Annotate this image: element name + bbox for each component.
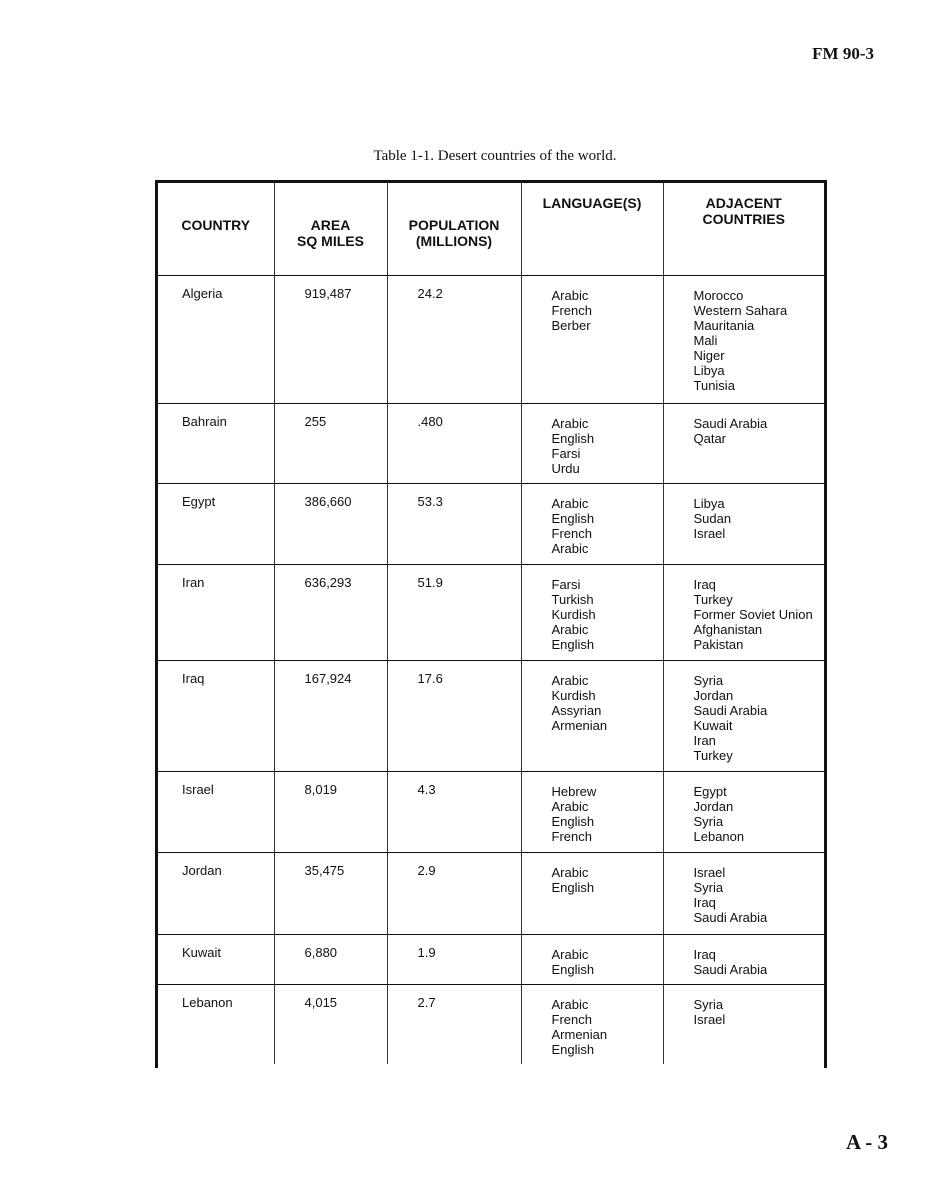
adjacent-country-item: Libya [693, 495, 725, 511]
cell-languages [521, 275, 663, 403]
column-header-text: (MILLIONS) [415, 233, 493, 249]
cell-country: Lebanon [182, 994, 233, 1010]
column-header-text: POPULATION [408, 217, 500, 233]
adjacent-country-item: Egypt [693, 783, 727, 799]
table-row [158, 984, 824, 1064]
language-item: Arabic [551, 996, 589, 1012]
adjacent-country-item: Syria [693, 996, 724, 1012]
cell-languages [521, 852, 663, 934]
language-item: French [551, 525, 592, 541]
language-item: Farsi [551, 576, 581, 592]
language-item: French [551, 828, 592, 844]
table-body [158, 275, 824, 1064]
column-header-languages [521, 183, 663, 275]
language-item: Arabic [551, 621, 589, 637]
cell-population: 4.3 [387, 771, 521, 852]
language-item: English [551, 879, 595, 895]
cell-population: 24.2 [387, 275, 521, 403]
language-item: Hebrew [551, 783, 597, 799]
cell-country: Iran [158, 564, 274, 660]
cell-area: 255 [274, 403, 387, 483]
table-row [158, 771, 824, 852]
adjacent-country-item: Iraq [693, 894, 716, 910]
cell-languages [521, 403, 663, 483]
language-item: Arabic [551, 946, 589, 962]
cell-area: 636,293 [274, 564, 387, 660]
language-item: Arabic [551, 540, 589, 556]
language-item: English [551, 430, 595, 446]
adjacent-country-item: Turkey [693, 591, 733, 607]
cell-adjacent [663, 403, 824, 483]
cell-area: 167,924 [274, 660, 387, 771]
cell-area: 919,487 [274, 275, 387, 403]
cell-languages [521, 771, 663, 852]
language-item: Assyrian [551, 702, 602, 718]
column-header-text: ADJACENT [705, 195, 782, 211]
adjacent-country-item: Saudi Arabia [693, 961, 768, 977]
language-item: English [551, 961, 595, 977]
adjacent-country-item: Kuwait [693, 717, 733, 733]
adjacent-country-item: Saudi Arabia [693, 415, 768, 431]
desert-countries-table-frame [155, 180, 827, 1068]
table-row [158, 483, 824, 564]
cell-area: 386,660 [274, 483, 387, 564]
adjacent-country-item: Syria [693, 813, 724, 829]
table-caption: Table 1-1. Desert countries of the world. [373, 148, 617, 164]
language-item: Armenian [551, 1026, 608, 1042]
adjacent-country-item: Mali [693, 332, 718, 348]
language-item: English [551, 636, 595, 652]
language-item: Turkish [551, 591, 594, 607]
adjacent-country-item: Lebanon [693, 828, 745, 844]
language-item: Urdu [551, 460, 580, 476]
page-number: A - 3 [846, 1130, 888, 1154]
adjacent-country-item: Afghanistan [693, 621, 763, 637]
language-item: English [551, 1041, 595, 1057]
adjacent-country-item: Israel [693, 525, 726, 541]
language-item: French [551, 1011, 592, 1027]
language-item: Berber [551, 317, 591, 333]
column-header-text: LANGUAGE(S) [542, 195, 642, 211]
adjacent-country-item: Turkey [693, 747, 733, 763]
adjacent-country-item: Saudi Arabia [693, 909, 768, 925]
cell-languages [521, 564, 663, 660]
cell-country: Kuwait [158, 934, 274, 984]
language-item: Arabic [551, 672, 589, 688]
column-header-text: AREA [310, 217, 351, 233]
column-header-population [387, 183, 521, 275]
adjacent-country-item: Tunisia [693, 377, 735, 393]
adjacent-country-item: Niger [693, 347, 725, 363]
table-row [158, 275, 824, 403]
cell-population: 2.9 [387, 852, 521, 934]
column-header-text: SQ MILES [297, 233, 364, 249]
language-item: Arabic [551, 495, 589, 511]
cell-country: Israel [158, 771, 274, 852]
cell-country: Bahrain [158, 403, 274, 483]
adjacent-country-item: Qatar [693, 430, 727, 446]
cell-adjacent [663, 984, 824, 1064]
adjacent-country-item: Syria [693, 879, 724, 895]
language-item: French [551, 302, 592, 318]
cell-adjacent [663, 771, 824, 852]
adjacent-country-item: Syria [693, 672, 724, 688]
cell-adjacent [663, 275, 824, 403]
cell-population: 1.9 [387, 934, 521, 984]
cell-languages [521, 483, 663, 564]
adjacent-country-item: Iran [693, 732, 716, 748]
language-item: Arabic [551, 798, 589, 814]
language-item: Kurdish [551, 606, 596, 622]
cell-adjacent [663, 660, 824, 771]
language-item: Arabic [551, 415, 589, 431]
table-row [158, 403, 824, 483]
cell-languages [521, 660, 663, 771]
cell-country: Egypt [158, 483, 274, 564]
cell-area: 6,880 [274, 934, 387, 984]
adjacent-country-item: Former Soviet Union [693, 606, 813, 622]
table-row [158, 934, 824, 984]
desert-countries-table [158, 183, 824, 1064]
table-row [158, 852, 824, 934]
cell-area: 8,019 [274, 771, 387, 852]
language-item: Arabic [551, 864, 589, 880]
language-item: English [551, 510, 595, 526]
column-header-text: COUNTRY [181, 217, 251, 233]
adjacent-country-item: Iraq [693, 946, 716, 962]
cell-population: 2.7 [387, 984, 521, 1064]
language-item: Kurdish [551, 687, 596, 703]
cell-population: 17.6 [387, 660, 521, 771]
cell-adjacent [663, 852, 824, 934]
cell-country: Algeria [158, 275, 274, 403]
cell-area: 4,015 [274, 984, 387, 1064]
column-header-adjacent [663, 183, 824, 275]
language-item: English [551, 813, 595, 829]
cell-languages [521, 984, 663, 1064]
cell-adjacent [663, 483, 824, 564]
table-header-row [158, 183, 824, 275]
adjacent-country-item: Jordan [693, 687, 734, 703]
adjacent-country-item: Pakistan [693, 636, 744, 652]
adjacent-country-item: Saudi Arabia [693, 702, 768, 718]
document-id: FM 90-3 [812, 44, 874, 63]
table-row [158, 660, 824, 771]
cell-adjacent [663, 934, 824, 984]
adjacent-country-item: Jordan [693, 798, 734, 814]
adjacent-country-item: Western Sahara [693, 302, 788, 318]
column-header-area [274, 183, 387, 275]
adjacent-country-item: Israel [693, 864, 726, 880]
cell-population: .480 [387, 403, 521, 483]
cell-adjacent [663, 564, 824, 660]
column-header-country [158, 183, 274, 275]
language-item: Armenian [551, 717, 608, 733]
adjacent-country-item: Israel [693, 1011, 726, 1027]
language-item: Arabic [551, 287, 589, 303]
adjacent-country-item: Libya [693, 362, 725, 378]
cell-languages [521, 934, 663, 984]
adjacent-country-item: Mauritania [693, 317, 755, 333]
adjacent-country-item: Sudan [693, 510, 732, 526]
column-header-text: COUNTRIES [702, 211, 785, 227]
language-item: Farsi [551, 445, 581, 461]
cell-population: 53.3 [387, 483, 521, 564]
cell-country: Iraq [158, 660, 274, 771]
table-row [158, 564, 824, 660]
adjacent-country-item: Iraq [693, 576, 716, 592]
cell-population: 51.9 [387, 564, 521, 660]
cell-country: Jordan [158, 852, 274, 934]
adjacent-country-item: Morocco [693, 287, 744, 303]
cell-area: 35,475 [274, 852, 387, 934]
